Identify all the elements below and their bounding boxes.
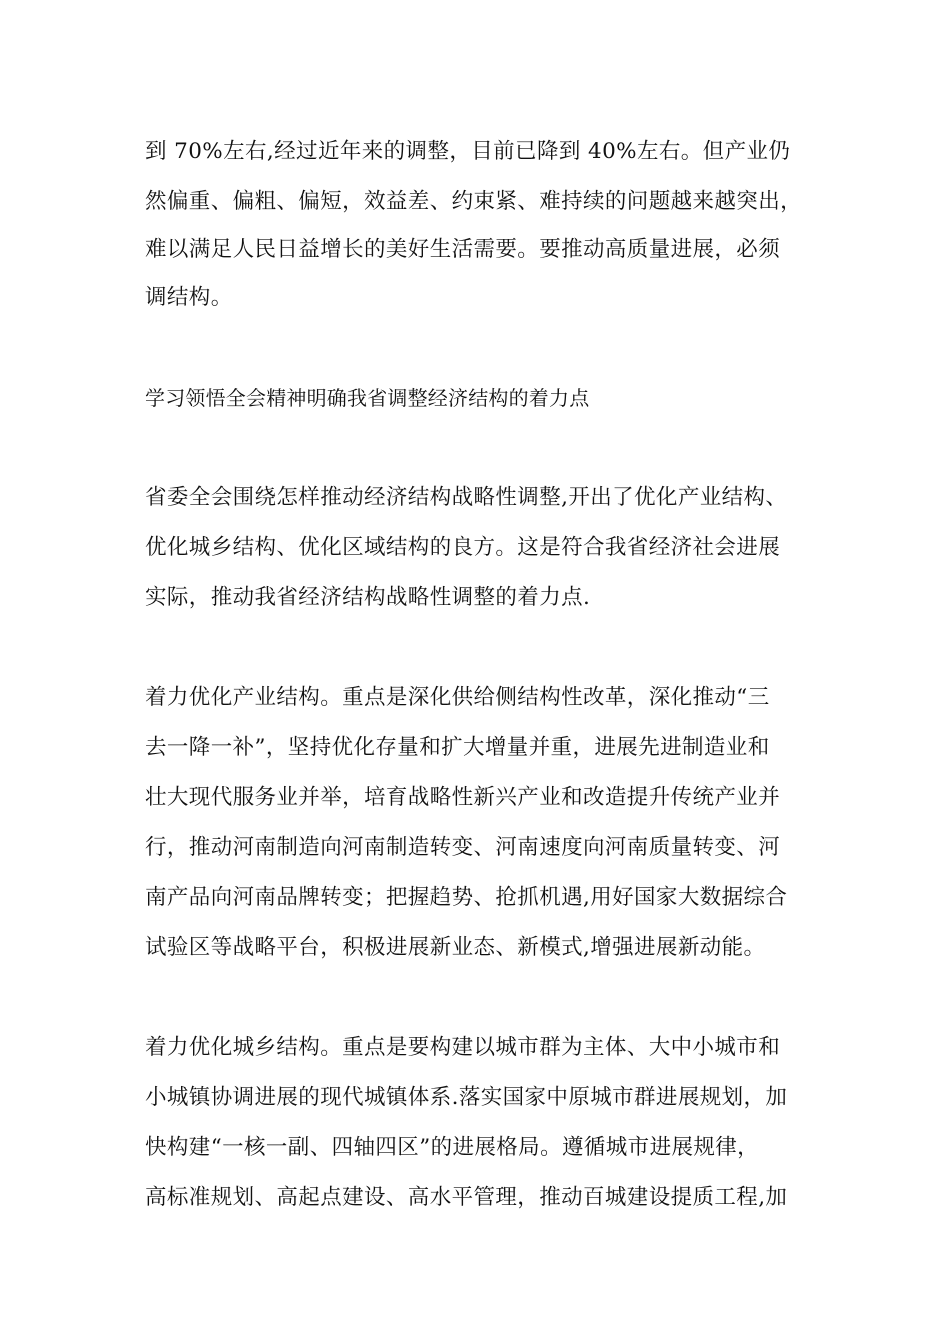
paragraph-3-line-2: 优化城乡结构、优化区域结构的良方。这是符合我省经济社会进展: [145, 535, 781, 560]
paragraph-5-line-2: 小城镇协调进展的现代城镇体系.落实国家中原城市群进展规划，加: [145, 1085, 788, 1110]
paragraph-4-line-4: 行，推动河南制造向河南制造转变、河南速度向河南质量转变、河: [145, 835, 781, 860]
paragraph-4-line-1: 着力优化产业结构。重点是深化供给侧结构性改革，深化推动“三: [145, 685, 770, 710]
paragraph-1-line-4: 调结构。: [145, 285, 233, 310]
paragraph-5-line-3: 快构建“一核一副、四轴四区”的进展格局。遵循城市进展规律，: [145, 1135, 760, 1160]
paragraph-4-line-3: 壮大现代服务业并举，培育战略性新兴产业和改造提升传统产业并: [145, 785, 781, 810]
paragraph-5-line-4: 高标准规划、高起点建设、高水平管理，推动百城建设提质工程,加: [145, 1185, 788, 1210]
paragraph-3-line-1: 省委全会围绕怎样推动经济结构战略性调整,开出了优化产业结构、: [145, 485, 788, 510]
paragraph-4-line-6: 试验区等战略平台，积极进展新业态、新模式,增强进展新动能。: [145, 935, 766, 960]
paragraph-1-line-2: 然偏重、偏粗、偏短，效益差、约束紧、难持续的问题越来越突出，: [145, 189, 803, 214]
paragraph-1-line-1: 到 70%左右,经过近年来的调整，目前已降到 40%左右。但产业仍: [145, 139, 791, 164]
section-heading: 学习领悟全会精神明确我省调整经济结构的着力点: [145, 386, 590, 410]
paragraph-4-line-2: 去一降一补”，坚持优化存量和扩大增量并重，进展先进制造业和: [145, 735, 770, 760]
paragraph-4-line-5: 南产品向河南品牌转变；把握趋势、抢抓机遇,用好国家大数据综合: [145, 885, 788, 910]
paragraph-1-line-3: 难以满足人民日益增长的美好生活需要。要推动高质量进展，必须: [145, 237, 781, 262]
paragraph-5-line-1: 着力优化城乡结构。重点是要构建以城市群为主体、大中小城市和: [145, 1035, 781, 1060]
paragraph-3-line-3: 实际，推动我省经济结构战略性调整的着力点.: [145, 585, 591, 610]
